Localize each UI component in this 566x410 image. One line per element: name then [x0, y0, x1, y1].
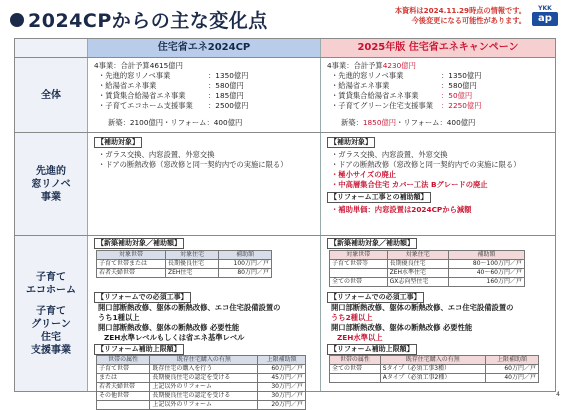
table-cell: Aタイプ（必須工事2種）: [380, 374, 485, 383]
table-header: 世帯の属性: [97, 356, 150, 365]
table-cell: 全ての世帯: [330, 365, 381, 374]
table-header: 補助額: [219, 251, 272, 260]
budget-item-value: ：2500億円: [208, 101, 249, 110]
budget-item-value: ：1350億円: [441, 71, 482, 80]
table-cell: Sタイプ（必須工事3種）: [380, 365, 485, 374]
table-row: [97, 374, 306, 383]
table-cell: または: [97, 374, 150, 383]
notice: [395, 6, 526, 26]
budget-item-name: ・賃貸集合給湯省エネ事業: [98, 91, 186, 100]
table-cell: その他世帯: [97, 392, 150, 401]
table-cell: 60万円／戸: [258, 365, 306, 374]
table-row: [97, 269, 272, 278]
notice-line-1: 本資料は2024.11.29時点の情報です。: [394, 6, 526, 15]
budget-item-name: ・給湯省エネ事業: [331, 81, 390, 90]
budget-item-name: ・子育てグリーン住宅支援事業: [331, 101, 434, 110]
table-header: 対象世帯: [97, 251, 166, 260]
table-row: [97, 392, 306, 401]
table-row: [330, 278, 525, 287]
table-cell: 長期優良住宅の認定を受ける: [150, 374, 258, 383]
table-cell: [330, 269, 388, 278]
reform-limit-table-2025: [329, 355, 539, 383]
table-cell: 40〜60万円／戸: [449, 269, 525, 278]
bullet-icon: [10, 13, 24, 27]
table-cell: 30万円／戸: [258, 392, 306, 401]
table-cell: 子育て世帯: [97, 365, 150, 374]
table-cell: ZEH水準住宅: [387, 269, 448, 278]
table-header: 上限補助額: [485, 356, 538, 365]
table-cell: 40万円／戸: [485, 374, 538, 383]
table-header: 既存住宅購入の有無: [380, 356, 485, 365]
table-row: [97, 401, 306, 410]
budget-item-name: ・先進的窓リノベ事業: [98, 71, 171, 80]
table-cell: 若者夫婦世帯: [97, 383, 150, 392]
budget-item-name: ・子育てエコホーム支援事業: [98, 101, 193, 110]
table-cell: [330, 374, 381, 383]
table-row: [330, 365, 539, 374]
table-cell: 45万円／戸: [258, 374, 306, 383]
page-number: 4: [556, 391, 560, 398]
budget-item-value: ：1350億円: [208, 71, 249, 80]
table-header: 世帯の属性: [330, 356, 381, 365]
page-header: [0, 0, 566, 38]
budget-item-value: ：580億円: [208, 81, 244, 90]
table-cell: 80万円／戸: [219, 269, 272, 278]
table-header: 対象世帯: [330, 251, 388, 260]
budget-item-value: ：185億円: [208, 91, 244, 100]
kosodate-2024: 【新築補助対象／補助額】 対象世帯 対象住宅 補助額 子育て世帯または 長期優良住宅 100万円／戸 若者夫婦世帯 ZEH住宅 80万円／戸 【リフォームでの必須工事】 開口部断熱改修、躯体の断熱改修、エコ住宅設備設置の うち1種以上 開口部断熱改修、躯体の断熱改修 必要性能 ZEH水準レベルもしくは省エネ基準レベル 【リフォーム補助上限額】 世帯の属性 既存住宅購入の有無 上限補助額 子育て世帯 既存住宅の購入を行う 60万円／戸 または 長期優良住宅の認定を受ける 45万円／戸 若者夫婦世帯 上記以外のリフォーム 30万円／戸 その他世帯 長期優良住宅の認定を受ける 30万円／戸 上記以外のリフォーム 20万円／戸: [88, 236, 321, 391]
title-block: [10, 6, 268, 33]
table-row: [97, 383, 306, 392]
table-row: [330, 269, 525, 278]
table-cell: 若者夫婦世帯: [97, 269, 166, 278]
table-cell: 30万円／戸: [258, 383, 306, 392]
page-title: 2024CPからの主な変化点: [28, 10, 268, 32]
company-logo: YKK ap: [532, 5, 558, 31]
new-build-table-2024: [96, 250, 272, 278]
table-cell: [97, 401, 150, 410]
window-2024: 【補助対象】 ・ガラス交換、内窓設置、外窓交換 ・ドアの断熱改修（窓改修と同一契約内での実施に限る）: [88, 133, 321, 235]
overall-split: 新築：2100億円・リフォーム：400億円: [108, 118, 243, 127]
overall-split-2025: 新築：1850億円・リフォーム：400億円: [341, 118, 476, 127]
budget-item-value: ：50億円: [441, 91, 473, 100]
table-cell: 上記以外のリフォーム: [150, 383, 258, 392]
table-cell: 全ての世帯: [330, 278, 388, 287]
comparison-table: [14, 38, 556, 408]
row-label-overall: 全体: [15, 58, 88, 132]
table-cell: GX志向型住宅: [387, 278, 448, 287]
corner-cell: [15, 39, 88, 57]
kosodate-2025: 【新築補助対象／補助額】 対象世帯 対象住宅 補助額 子育て世帯等 長期優良住宅 80〜100万円／戸 ZEH水準住宅 40〜60万円／戸 全ての世帯 GX志向型住宅 160万円／戸 【リフォームでの必須工事】 開口部断熱改修、躯体の断熱改修、エコ住宅設備設置の うち2種以上 開口部断熱改修、躯体の断熱改修 必要性能 ZEH水準以上 【リフォーム補助上限額】 世帯の属性 既存住宅購入の有無 上限補助額 全ての世帯 Sタイプ（必須工事3種） 60万円／戸 Aタイプ（必須工事2種） 40万円／戸: [321, 236, 555, 391]
table-cell: 20万円／戸: [258, 401, 306, 410]
table-header: 対象住宅: [165, 251, 218, 260]
table-cell: 上記以外のリフォーム: [150, 401, 258, 410]
table-cell: 100万円／戸: [219, 260, 272, 269]
new-build-table-2025: [329, 250, 525, 287]
overall-budget: 4事業：合計予算4615億円: [94, 61, 183, 70]
column-header-2025: 2025年版 住宅省エネキャンペーン: [321, 39, 555, 57]
overall-2025: [321, 58, 555, 132]
table-row: [330, 260, 525, 269]
table-cell: ZEH住宅: [165, 269, 218, 278]
table-cell: 子育て世帯または: [97, 260, 166, 269]
table-cell: 子育て世帯等: [330, 260, 388, 269]
table-header: 既存住宅購入の有無: [150, 356, 258, 365]
budget-item-value: ：580億円: [441, 81, 477, 90]
table-header: 補助額: [449, 251, 525, 260]
table-cell: 60万円／戸: [485, 365, 538, 374]
row-label-window: 先進的 窓リノベ 事業: [15, 133, 88, 235]
table-cell: 長期優良住宅の認定を受ける: [150, 392, 258, 401]
budget-item-value: ：2250億円: [441, 101, 482, 110]
row-label-kosodate: 子育て エコホーム 子育て グリーン 住宅 支援事業: [15, 236, 88, 391]
table-cell: 80〜100万円／戸: [449, 260, 525, 269]
overall-2024: [88, 58, 321, 132]
table-cell: 既存住宅の購入を行う: [150, 365, 258, 374]
notice-line-2: 今後変更になる可能性があります。: [411, 16, 526, 25]
window-2025: 【補助対象】 ・ガラス交換、内窓設置、外窓交換 ・ドアの断熱改修（窓改修と同一契約内での実施に限る） ・極小サイズの廃止 ・中高層集合住宅 カバー工法 Bグレードの廃止 【リフォーム工事との補助額】 ・補助単価：内窓設置は2024CPから減額: [321, 133, 555, 235]
table-cell: 長期優良住宅: [387, 260, 448, 269]
column-header-2024: 住宅省エネ2024CP: [88, 39, 321, 57]
table-header: 上限補助額: [258, 356, 306, 365]
budget-item-name: ・給湯省エネ事業: [98, 81, 157, 90]
table-cell: 長期優良住宅: [165, 260, 218, 269]
budget-item-name: ・賃貸集合給湯省エネ事業: [331, 91, 419, 100]
budget-item-name: ・先進的窓リノベ事業: [331, 71, 404, 80]
table-cell: 160万円／戸: [449, 278, 525, 287]
table-row: [97, 365, 306, 374]
table-header: 対象住宅: [387, 251, 448, 260]
overall-budget-2025: 4事業：合計予算4230億円: [327, 61, 416, 70]
table-row: [330, 374, 539, 383]
table-row: [97, 260, 272, 269]
reform-limit-table-2024: [96, 355, 306, 410]
